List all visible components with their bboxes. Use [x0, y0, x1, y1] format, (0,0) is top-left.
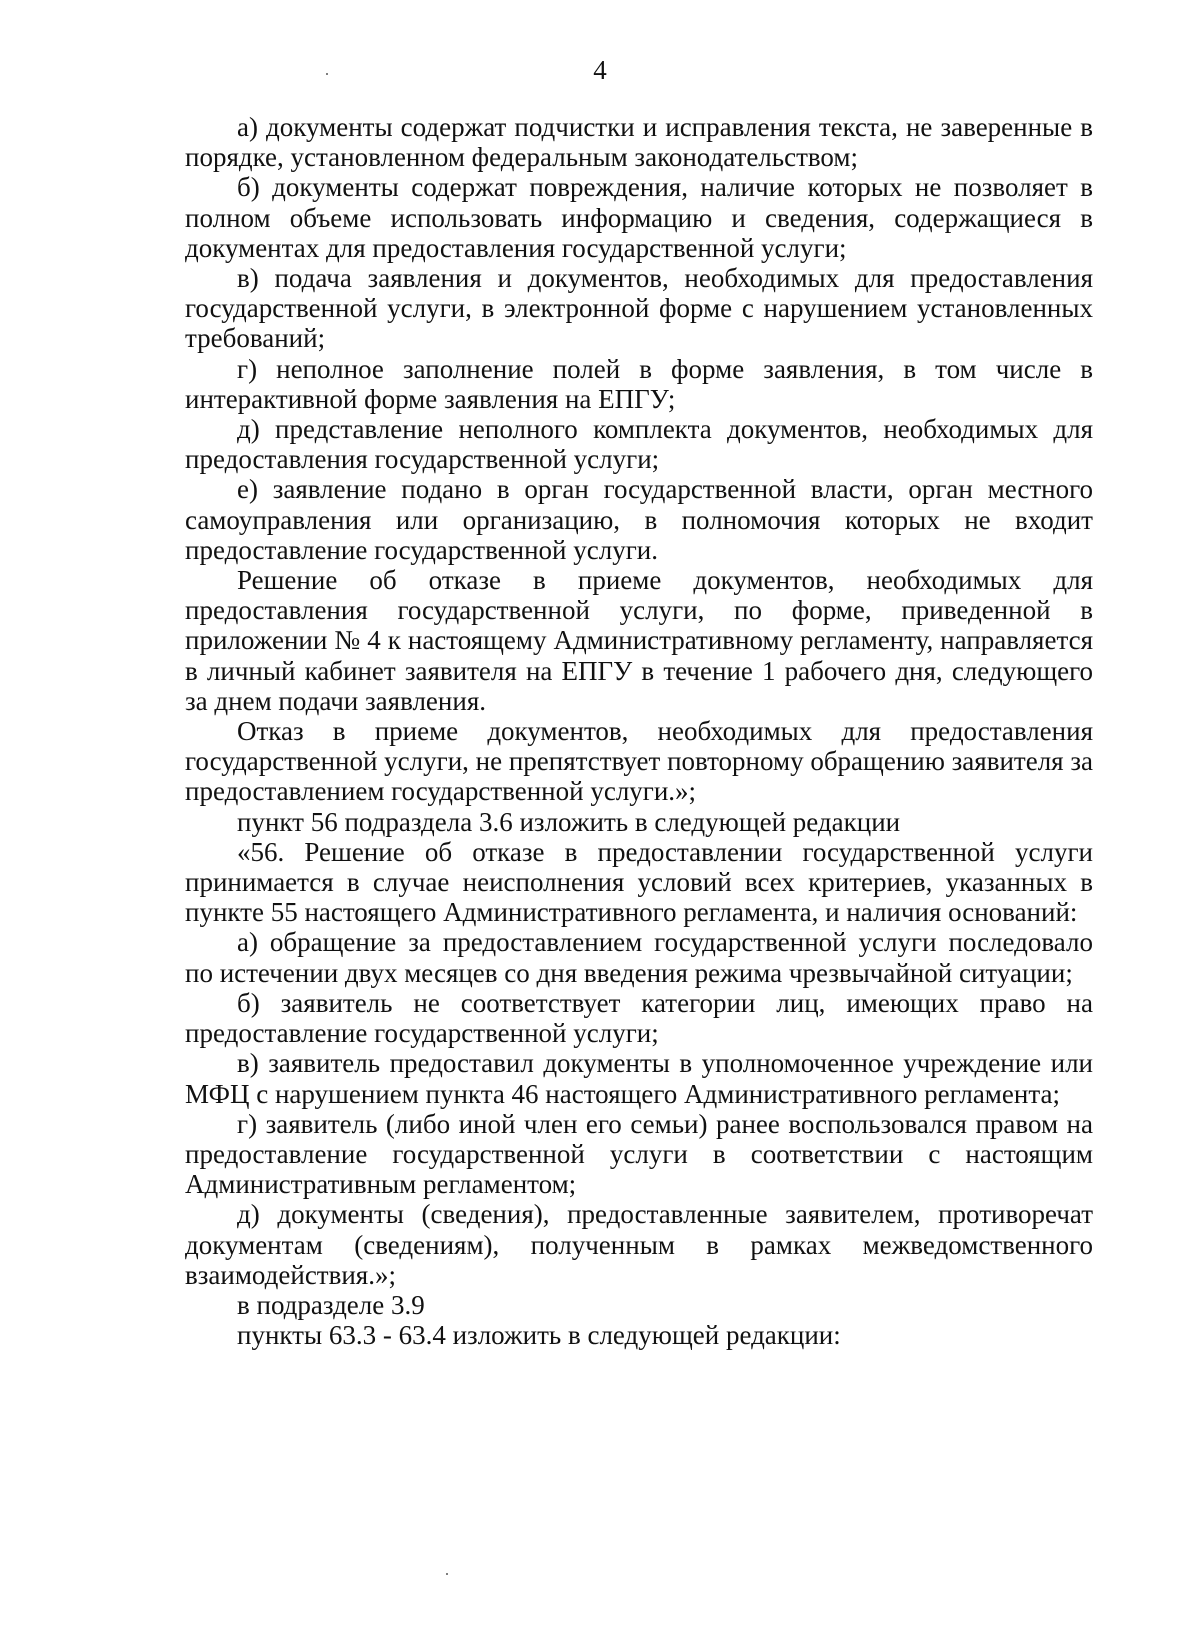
paragraph-points-63-heading: пункты 63.3 - 63.4 изложить в следующей редакции: [237, 1320, 841, 1351]
paragraph-item-g-incomplete-fields: г) неполное заполнение полей в форме заявления, в том числе в интерактивной форме заявления на ЕПГУ; [185, 353, 1093, 414]
paragraph-56-item-a: а) обращение за предоставлением государственной услуги последовало по истечении двух месяцев со дня введения режима чрезвычайной ситуации; [185, 927, 1093, 988]
paragraph-point-56: «56. Решение об отказе в предоставлении государственной услуги принимается в случае неисполнения условий всех критериев, указанных в пункте 55 настоящего Административного регламента, и наличия оснований: [185, 836, 1093, 928]
paragraph-56-item-g: г) заявитель (либо иной член его семьи) ранее воспользовался правом на предоставление государственной услуги в соответствии с настоящим Административным регламентом; [185, 1108, 1093, 1200]
paragraph-56-item-b: б) заявитель не соответствует категории лиц, имеющих право на предоставление государственной услуги; [185, 987, 1093, 1049]
paragraph-refusal-decision: Решение об отказе в приеме документов, необходимых для предоставления государственной услуги, по форме, приведенной в приложении № 4 к настоящему Административному регламенту, направляется в личный кабинет заявителя на ЕПГУ в течение 1 рабочего дня, следующего за днем подачи заявления. [185, 565, 1093, 716]
paragraph-item-a-corrections: а) документы содержат подчистки и исправления текста, не заверенные в порядке, установленном федеральным законодательством; [185, 112, 1093, 173]
document-body [185, 112, 1093, 1350]
paragraph-item-b-damage: б) документы содержат повреждения, наличие которых не позволяет в полном объеме использовать информацию и сведения, содержащиеся в документах для предоставления государственной услуги; [185, 172, 1093, 263]
scan-speck [446, 1573, 448, 1575]
paragraph-56-item-d: д) документы (сведения), предоставленные заявителем, противоречат документам (сведениям), полученным в рамках межведомственного взаимодействия.»; [185, 1199, 1093, 1290]
scan-speck [326, 73, 328, 75]
paragraph-item-d-incomplete-set: д) представление неполного комплекта документов, необходимых для предоставления государственной услуги; [185, 414, 1093, 475]
paragraph-point-56-heading: пункт 56 подраздела 3.6 изложить в следующей редакции [237, 806, 901, 837]
paragraph-56-item-v: в) заявитель предоставил документы в уполномоченное учреждение или МФЦ с нарушением пункта 46 настоящего Административного регламента; [185, 1048, 1093, 1109]
paragraph-refusal-no-obstacle: Отказ в приеме документов, необходимых для предоставления государственной услуги, не препятствует повторному обращению заявителя за предоставлением государственной услуги.»; [185, 716, 1093, 807]
paragraph-item-e-wrong-authority: е) заявление подано в орган государственной власти, орган местного самоуправления или организацию, в полномочия которых не входит предоставление государственной услуги. [185, 474, 1093, 565]
page-number: 4 [593, 55, 607, 85]
paragraph-item-v-electronic-form: в) подача заявления и документов, необходимых для предоставления государственной услуги, в электронной форме с нарушением установленных требований; [185, 263, 1093, 354]
paragraph-subsection-3-9: в подразделе 3.9 [237, 1289, 425, 1320]
